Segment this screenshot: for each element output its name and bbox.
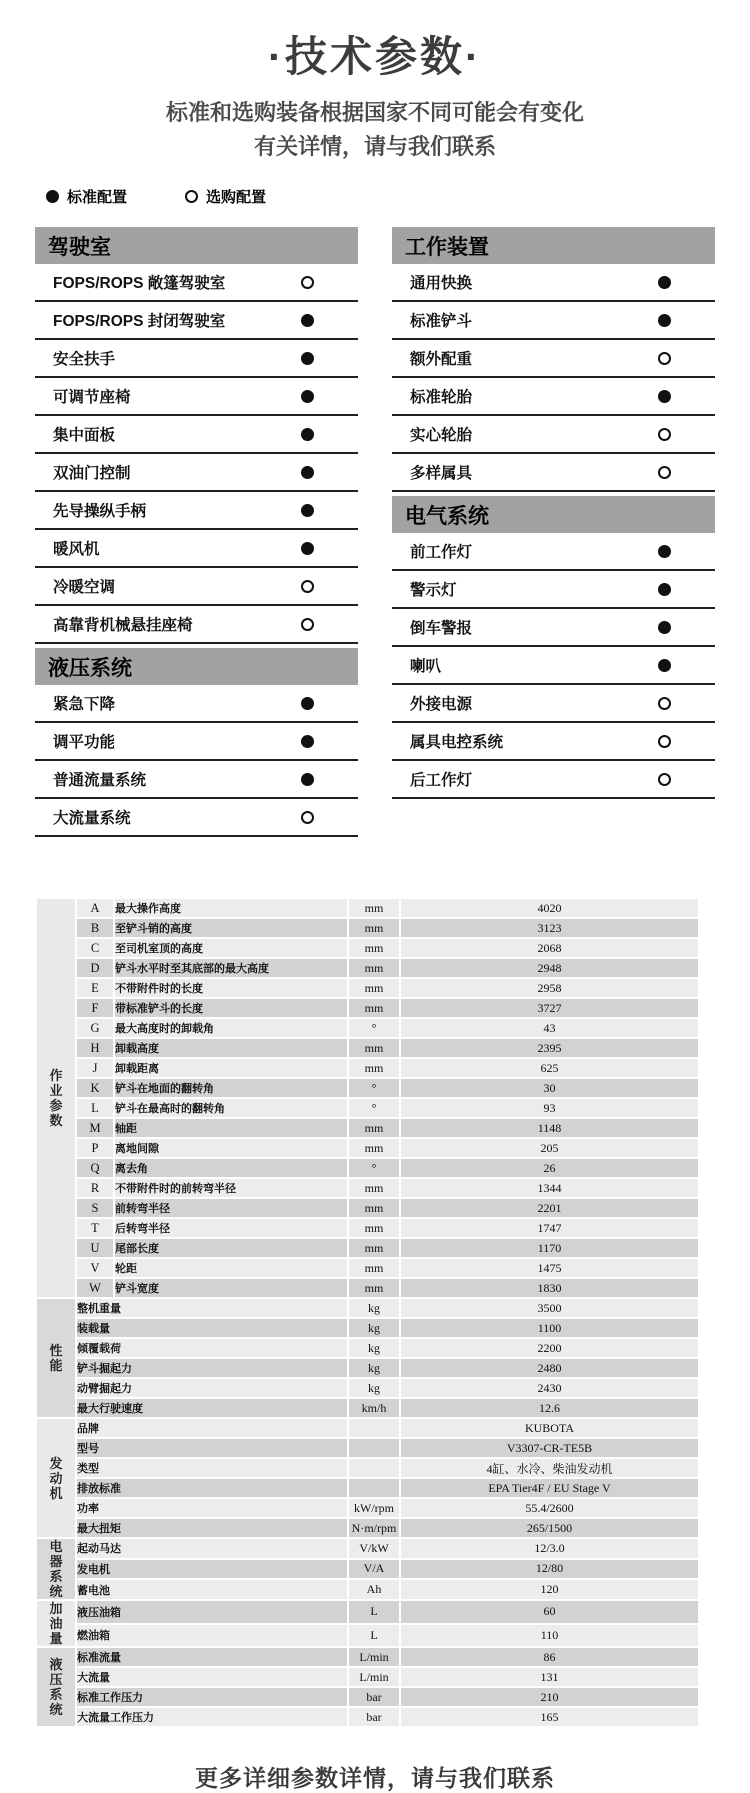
config-item-label: 集中面板 xyxy=(53,427,116,444)
spec-unit: kg xyxy=(349,1299,399,1317)
spec-unit: bar xyxy=(349,1688,399,1706)
spec-label: 尾部长度 xyxy=(115,1239,347,1257)
spec-value: 265/1500 xyxy=(401,1519,698,1537)
spec-unit: mm xyxy=(349,979,399,997)
spec-unit: kg xyxy=(349,1319,399,1337)
spec-row xyxy=(37,1239,698,1257)
spec-label: 最大高度时的卸载角 xyxy=(115,1019,347,1037)
config-item-label: 前工作灯 xyxy=(410,544,473,561)
spec-row xyxy=(37,939,698,957)
spec-row xyxy=(37,1479,698,1497)
standard-dot-icon xyxy=(658,314,671,327)
optional-dot-icon xyxy=(658,466,671,479)
spec-letter: Q xyxy=(77,1159,113,1177)
spec-unit: L xyxy=(349,1601,399,1623)
spec-row xyxy=(37,1039,698,1057)
standard-dot-icon xyxy=(301,504,314,517)
spec-unit: mm xyxy=(349,1139,399,1157)
spec-letter: R xyxy=(77,1179,113,1197)
config-item-label: 通用快换 xyxy=(410,275,473,292)
spec-row xyxy=(37,1708,698,1726)
spec-unit: L xyxy=(349,1625,399,1647)
spec-unit: mm xyxy=(349,1239,399,1257)
config-item-label: 调平功能 xyxy=(53,734,116,751)
spec-value: 205 xyxy=(401,1139,698,1157)
spec-value: 2948 xyxy=(401,959,698,977)
standard-dot-icon xyxy=(301,697,314,710)
spec-letter: J xyxy=(77,1059,113,1077)
spec-value: 210 xyxy=(401,1688,698,1706)
spec-row xyxy=(37,1199,698,1217)
spec-row xyxy=(37,1688,698,1706)
spec-value: 1830 xyxy=(401,1279,698,1297)
config-item-label: 喇叭 xyxy=(410,658,442,675)
spec-value: 1170 xyxy=(401,1239,698,1257)
spec-unit: V/kW xyxy=(349,1539,399,1558)
spec-section-label: 发 动 机 xyxy=(37,1419,75,1537)
spec-value: 1475 xyxy=(401,1259,698,1277)
config-item-label: 属具电控系统 xyxy=(410,734,504,751)
config-section-header: 液压系统 xyxy=(35,648,358,685)
spec-label: 发电机 xyxy=(77,1560,347,1579)
spec-label: 功率 xyxy=(77,1499,347,1517)
spec-letter: F xyxy=(77,999,113,1017)
config-section-header: 电气系统 xyxy=(392,496,715,533)
spec-value: 12.6 xyxy=(401,1399,698,1417)
optional-dot-icon xyxy=(658,735,671,748)
spec-value: 1344 xyxy=(401,1179,698,1197)
spec-label: 最大操作高度 xyxy=(115,899,347,917)
standard-dot-icon xyxy=(658,621,671,634)
config-column-right xyxy=(392,227,715,837)
config-item-label: 倒车警报 xyxy=(410,620,473,637)
spec-row xyxy=(37,1399,698,1417)
spec-unit: mm xyxy=(349,1279,399,1297)
spec-label: 最大行驶速度 xyxy=(77,1399,347,1417)
config-item-label: 标准轮胎 xyxy=(410,389,473,406)
spec-label: 不带附件时的长度 xyxy=(115,979,347,997)
page-footer: 更多详细参数详情，请与我们联系 xyxy=(195,1765,555,1791)
spec-unit xyxy=(349,1479,399,1497)
config-item xyxy=(35,302,358,340)
config-item-label: 高靠背机械悬挂座椅 xyxy=(53,617,193,634)
spec-row xyxy=(37,1139,698,1157)
optional-dot-icon xyxy=(658,352,671,365)
config-item xyxy=(35,416,358,454)
config-item-label: 警示灯 xyxy=(410,582,457,599)
config-item-label: 普通流量系统 xyxy=(53,772,147,789)
spec-table xyxy=(35,897,700,1728)
spec-row xyxy=(37,1219,698,1237)
spec-value: 93 xyxy=(401,1099,698,1117)
spec-row xyxy=(37,1560,698,1579)
spec-row xyxy=(37,1580,698,1599)
spec-row xyxy=(37,1519,698,1537)
spec-unit: mm xyxy=(349,899,399,917)
spec-unit: L/min xyxy=(349,1668,399,1686)
spec-value: 86 xyxy=(401,1648,698,1666)
config-item xyxy=(392,264,715,302)
spec-letter: L xyxy=(77,1099,113,1117)
spec-letter: K xyxy=(77,1079,113,1097)
spec-value: 1747 xyxy=(401,1219,698,1237)
config-item xyxy=(35,606,358,644)
spec-letter: W xyxy=(77,1279,113,1297)
config-item-label: 可调节座椅 xyxy=(53,389,131,406)
spec-row xyxy=(37,899,698,917)
optional-dot-icon xyxy=(658,773,671,786)
spec-row xyxy=(37,1439,698,1457)
spec-value: 2480 xyxy=(401,1359,698,1377)
standard-dot-icon xyxy=(301,466,314,479)
spec-row xyxy=(37,1159,698,1177)
spec-unit: mm xyxy=(349,1119,399,1137)
config-item xyxy=(35,568,358,606)
config-item-label: 双油门控制 xyxy=(53,465,131,482)
standard-dot-icon xyxy=(301,773,314,786)
spec-section-label: 加 油 量 xyxy=(37,1601,75,1646)
spec-value: 2430 xyxy=(401,1379,698,1397)
spec-unit xyxy=(349,1459,399,1477)
spec-unit: V/A xyxy=(349,1560,399,1579)
spec-label: 轮距 xyxy=(115,1259,347,1277)
spec-value: 2201 xyxy=(401,1199,698,1217)
spec-value: 3123 xyxy=(401,919,698,937)
spec-unit: mm xyxy=(349,1179,399,1197)
config-item xyxy=(35,799,358,837)
optional-dot-icon xyxy=(301,618,314,631)
spec-value: 30 xyxy=(401,1079,698,1097)
standard-dot-icon xyxy=(658,583,671,596)
spec-value: 1148 xyxy=(401,1119,698,1137)
spec-row xyxy=(37,1459,698,1477)
spec-label: 离去角 xyxy=(115,1159,347,1177)
config-item xyxy=(392,571,715,609)
spec-row xyxy=(37,1279,698,1297)
spec-unit: kg xyxy=(349,1379,399,1397)
standard-dot-icon xyxy=(658,390,671,403)
spec-unit xyxy=(349,1419,399,1437)
spec-value: KUBOTA xyxy=(401,1419,698,1437)
spec-row xyxy=(37,1119,698,1137)
optional-dot-icon xyxy=(301,580,314,593)
spec-row xyxy=(37,1625,698,1647)
spec-label: 装载量 xyxy=(77,1319,347,1337)
config-section-header: 驾驶室 xyxy=(35,227,358,264)
legend-optional xyxy=(185,186,266,207)
spec-row xyxy=(37,1059,698,1077)
spec-letter: A xyxy=(77,899,113,917)
spec-value: 2200 xyxy=(401,1339,698,1357)
spec-row xyxy=(37,1419,698,1437)
spec-letter: B xyxy=(77,919,113,937)
optional-dot-icon xyxy=(658,697,671,710)
spec-value: 43 xyxy=(401,1019,698,1037)
optional-dot-icon xyxy=(658,428,671,441)
spec-row xyxy=(37,1319,698,1337)
spec-unit: kg xyxy=(349,1339,399,1357)
spec-label: 卸载高度 xyxy=(115,1039,347,1057)
spec-label: 卸载距离 xyxy=(115,1059,347,1077)
spec-label: 动臂掘起力 xyxy=(77,1379,347,1397)
spec-letter: T xyxy=(77,1219,113,1237)
spec-label: 燃油箱 xyxy=(77,1625,347,1647)
spec-row xyxy=(37,1259,698,1277)
config-item xyxy=(392,723,715,761)
spec-value: 110 xyxy=(401,1625,698,1647)
spec-unit: km/h xyxy=(349,1399,399,1417)
spec-value: 12/80 xyxy=(401,1560,698,1579)
spec-row xyxy=(37,1339,698,1357)
spec-label: 轴距 xyxy=(115,1119,347,1137)
config-item xyxy=(35,454,358,492)
legend xyxy=(46,186,750,207)
spec-label: 带标准铲斗的长度 xyxy=(115,999,347,1017)
spec-row xyxy=(37,1539,698,1558)
spec-row xyxy=(37,979,698,997)
config-item xyxy=(392,416,715,454)
spec-unit: kW/rpm xyxy=(349,1499,399,1517)
spec-value: 26 xyxy=(401,1159,698,1177)
spec-value: 120 xyxy=(401,1580,698,1599)
standard-dot-icon xyxy=(658,659,671,672)
spec-letter: E xyxy=(77,979,113,997)
legend-standard xyxy=(46,186,127,207)
config-item-label: 额外配重 xyxy=(410,351,473,368)
spec-label: 至铲斗销的高度 xyxy=(115,919,347,937)
spec-label: 类型 xyxy=(77,1459,347,1477)
config-item-label: 冷暖空调 xyxy=(53,579,116,596)
spec-row xyxy=(37,1179,698,1197)
spec-letter: G xyxy=(77,1019,113,1037)
spec-label: 液压油箱 xyxy=(77,1601,347,1623)
spec-value: 60 xyxy=(401,1601,698,1623)
spec-label: 铲斗掘起力 xyxy=(77,1359,347,1377)
spec-row xyxy=(37,1079,698,1097)
spec-letter: M xyxy=(77,1119,113,1137)
spec-value: 12/3.0 xyxy=(401,1539,698,1558)
page-subtitle xyxy=(0,96,750,164)
spec-label: 标准流量 xyxy=(77,1648,347,1666)
spec-section-label: 液 压 系 统 xyxy=(37,1648,75,1726)
config-item-label: 标准铲斗 xyxy=(410,313,473,330)
config-item xyxy=(35,340,358,378)
spec-letter: P xyxy=(77,1139,113,1157)
config-item xyxy=(392,647,715,685)
spec-section-label: 性 能 xyxy=(37,1299,75,1417)
standard-dot-icon xyxy=(301,735,314,748)
spec-label: 蓄电池 xyxy=(77,1580,347,1599)
config-area xyxy=(35,227,715,837)
spec-unit: L/min xyxy=(349,1648,399,1666)
config-item-label: 紧急下降 xyxy=(53,696,116,713)
spec-unit: kg xyxy=(349,1359,399,1377)
spec-unit: mm xyxy=(349,919,399,937)
spec-value: 1100 xyxy=(401,1319,698,1337)
config-item-label: 先导操纵手柄 xyxy=(53,503,147,520)
spec-label: 型号 xyxy=(77,1439,347,1457)
spec-letter: V xyxy=(77,1259,113,1277)
config-section-header: 工作装置 xyxy=(392,227,715,264)
spec-row xyxy=(37,1099,698,1117)
spec-label: 品牌 xyxy=(77,1419,347,1437)
spec-unit: ° xyxy=(349,1019,399,1037)
optional-dot-icon xyxy=(301,811,314,824)
spec-unit: ° xyxy=(349,1099,399,1117)
standard-dot-icon xyxy=(658,276,671,289)
spec-value: 4缸、水冷、柴油发动机 xyxy=(401,1459,698,1477)
spec-section-label: 电 器 系 统 xyxy=(37,1539,75,1599)
config-item xyxy=(35,685,358,723)
config-item xyxy=(392,378,715,416)
spec-letter: D xyxy=(77,959,113,977)
standard-dot-icon xyxy=(301,428,314,441)
spec-unit: mm xyxy=(349,959,399,977)
spec-value: 2958 xyxy=(401,979,698,997)
spec-label: 铲斗在最高时的翻转角 xyxy=(115,1099,347,1117)
config-item xyxy=(35,492,358,530)
standard-dot-icon xyxy=(301,352,314,365)
config-item xyxy=(35,723,358,761)
subtitle-line-1: 标准和选购装备根据国家不同可能会有变化 xyxy=(165,100,584,125)
spec-row xyxy=(37,1648,698,1666)
standard-dot-icon xyxy=(46,190,59,203)
optional-dot-icon xyxy=(301,276,314,289)
spec-unit: N·m/rpm xyxy=(349,1519,399,1537)
spec-row xyxy=(37,919,698,937)
spec-value: 4020 xyxy=(401,899,698,917)
config-item xyxy=(392,302,715,340)
config-item xyxy=(35,264,358,302)
spec-row xyxy=(37,1019,698,1037)
spec-label: 铲斗水平时至其底部的最大高度 xyxy=(115,959,347,977)
config-item xyxy=(392,685,715,723)
spec-value: 625 xyxy=(401,1059,698,1077)
page-title: ·技术参数· xyxy=(268,33,482,80)
spec-unit xyxy=(349,1439,399,1457)
spec-label: 倾覆载荷 xyxy=(77,1339,347,1357)
config-item-label: FOPS/ROPS 封闭驾驶室 xyxy=(53,313,226,330)
standard-dot-icon xyxy=(301,314,314,327)
config-item-label: 大流量系统 xyxy=(53,810,131,827)
spec-value: 165 xyxy=(401,1708,698,1726)
config-item-label: 多样属具 xyxy=(410,465,473,482)
spec-label: 铲斗在地面的翻转角 xyxy=(115,1079,347,1097)
subtitle-line-2: 有关详情，请与我们联系 xyxy=(253,134,496,159)
spec-row xyxy=(37,1359,698,1377)
spec-section-label: 作 业 参 数 xyxy=(37,899,75,1297)
spec-label: 大流量工作压力 xyxy=(77,1708,347,1726)
spec-row xyxy=(37,1299,698,1317)
legend-optional-label: 选购配置 xyxy=(206,189,267,206)
spec-row xyxy=(37,1379,698,1397)
spec-letter: U xyxy=(77,1239,113,1257)
spec-unit: ° xyxy=(349,1079,399,1097)
spec-unit: mm xyxy=(349,1059,399,1077)
spec-value: 3727 xyxy=(401,999,698,1017)
spec-label: 至司机室顶的高度 xyxy=(115,939,347,957)
config-item xyxy=(392,609,715,647)
spec-label: 前转弯半径 xyxy=(115,1199,347,1217)
config-item xyxy=(392,761,715,799)
spec-letter: C xyxy=(77,939,113,957)
config-item xyxy=(35,378,358,416)
spec-label: 不带附件时的前转弯半径 xyxy=(115,1179,347,1197)
legend-standard-label: 标准配置 xyxy=(67,189,128,206)
spec-unit: ° xyxy=(349,1159,399,1177)
config-item-label: 实心轮胎 xyxy=(410,427,473,444)
spec-label: 整机重量 xyxy=(77,1299,347,1317)
config-item xyxy=(392,340,715,378)
config-column-left xyxy=(35,227,358,837)
spec-unit: mm xyxy=(349,1199,399,1217)
standard-dot-icon xyxy=(301,390,314,403)
spec-label: 排放标准 xyxy=(77,1479,347,1497)
spec-unit: bar xyxy=(349,1708,399,1726)
spec-label: 起动马达 xyxy=(77,1539,347,1558)
spec-row xyxy=(37,999,698,1017)
spec-row xyxy=(37,1499,698,1517)
spec-unit: mm xyxy=(349,1219,399,1237)
config-item xyxy=(392,454,715,492)
spec-value: 3500 xyxy=(401,1299,698,1317)
config-item xyxy=(392,533,715,571)
spec-label: 最大扭矩 xyxy=(77,1519,347,1537)
spec-unit: mm xyxy=(349,939,399,957)
spec-unit: Ah xyxy=(349,1580,399,1599)
spec-value: 55.4/2600 xyxy=(401,1499,698,1517)
optional-dot-icon xyxy=(185,190,198,203)
config-item-label: 外接电源 xyxy=(410,696,473,713)
config-item-label: FOPS/ROPS 敞篷驾驶室 xyxy=(53,275,226,292)
spec-label: 离地间隙 xyxy=(115,1139,347,1157)
spec-label: 后转弯半径 xyxy=(115,1219,347,1237)
spec-row xyxy=(37,959,698,977)
config-item-label: 暖风机 xyxy=(53,541,100,558)
spec-row xyxy=(37,1601,698,1623)
spec-value: EPA Tier4F / EU Stage V xyxy=(401,1479,698,1497)
spec-value: 2395 xyxy=(401,1039,698,1057)
spec-unit: mm xyxy=(349,999,399,1017)
config-item-label: 后工作灯 xyxy=(410,772,473,789)
standard-dot-icon xyxy=(658,545,671,558)
config-item xyxy=(35,761,358,799)
spec-letter: S xyxy=(77,1199,113,1217)
spec-value: V3307-CR-TE5B xyxy=(401,1439,698,1457)
config-item xyxy=(35,530,358,568)
spec-label: 大流量 xyxy=(77,1668,347,1686)
spec-letter: H xyxy=(77,1039,113,1057)
spec-value: 131 xyxy=(401,1668,698,1686)
spec-label: 铲斗宽度 xyxy=(115,1279,347,1297)
spec-unit: mm xyxy=(349,1039,399,1057)
spec-unit: mm xyxy=(349,1259,399,1277)
spec-row xyxy=(37,1668,698,1686)
spec-value: 2068 xyxy=(401,939,698,957)
config-item-label: 安全扶手 xyxy=(53,351,116,368)
spec-label: 标准工作压力 xyxy=(77,1688,347,1706)
standard-dot-icon xyxy=(301,542,314,555)
